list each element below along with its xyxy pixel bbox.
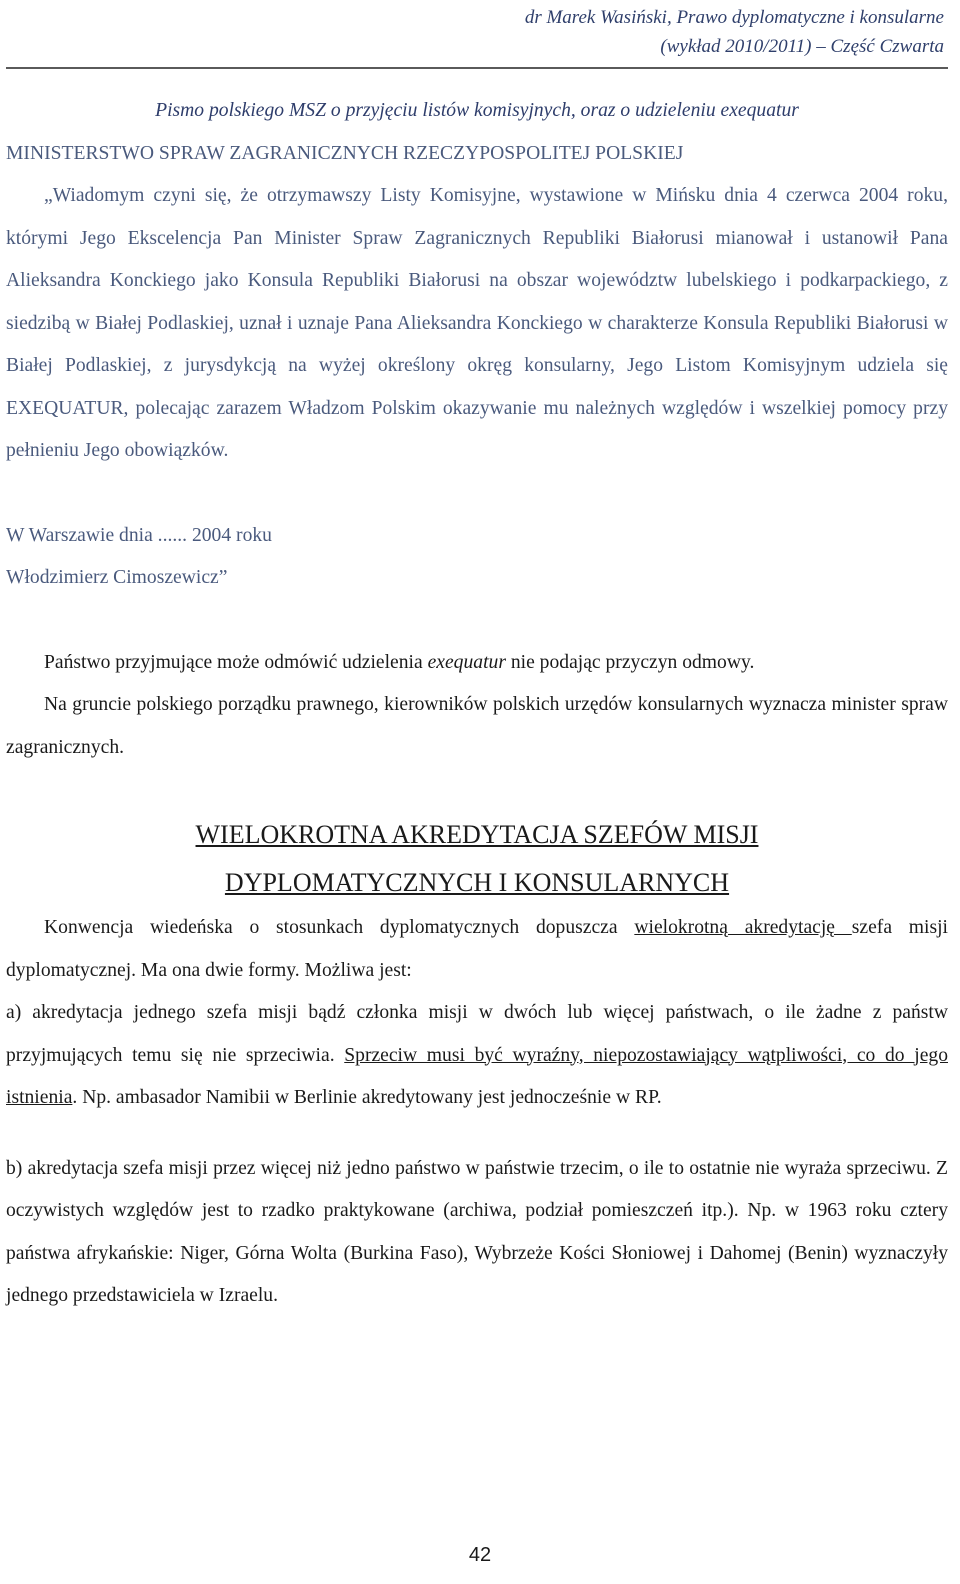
exequatur-text-b: nie podając przyczyn odmowy. [505,651,755,673]
exequatur-paragraph [6,642,948,685]
point-a-end: . Np. ambasador Namibii w Berlinie akredytowany jest jednocześnie w RP. [72,1087,662,1108]
page-number: 42 [468,1544,492,1566]
spacer [6,473,948,515]
spacer [6,600,948,642]
section-intro-underlined: wielokrotną akredytację [634,917,852,938]
point-a [6,992,948,1120]
page-header [244,3,944,61]
ministry-heading: MINISTERSTWO SPRAW ZAGRANICZNYCH RZECZYPOSPOLITEJ POLSKIEJ [6,142,684,164]
letter-place-date: W Warszawie dnia ...... 2004 roku [6,524,272,546]
document-body [6,90,948,1318]
letter-signature: Włodzimierz Cimoszewicz” [6,567,228,588]
consular-heads-paragraph: Na gruncie polskiego porządku prawnego, kierowników polskich urzędów konsularnych wyznacza minister spraw zagranicznych. [6,694,948,758]
section-title-line-2: DYPLOMATYCZNYCH I KONSULARNYCH [224,868,730,897]
section-title-line-1: WIELOKROTNA AKREDYTACJA SZEFÓW MISJI [195,820,759,849]
point-a-underlined: Sprzeciw musi być wyraźny, niepozostawiający wątpliwości, co do jego istnienia [6,1044,948,1108]
exequatur-term: exequatur [427,651,506,673]
header-line-1: dr Marek Wasiński, Prawo dyplomatyczne i konsularne [524,7,944,28]
header-line-2: (wykład 2010/2011) – Część Czwarta [660,36,944,57]
letter-title: Pismo polskiego MSZ o przyjęciu listów komisyjnych, oraz o udzieleniu exequatur [155,100,799,121]
spacer [6,769,948,811]
exequatur-text-a: Państwo przyjmujące może odmówić udzielenia [44,651,428,673]
letter-body: „Wiadomym czyni się, że otrzymawszy Listy Komisyjne, wystawione w Mińsku dnia 4 czerwca 2004 roku, którymi Jego Ekscelencja Pan Minister Spraw Zagranicznych Republiki Białorusi mianował i ustanowił Pana Alieksandra Konckiego jako Konsula Republiki Białorusi na obszar województw lubelskiego i podkarpackiego, z siedzibą w Białej Podlaskiej, uznał i uznaje Pana Alieksandra Konckiego w charakterze Konsula Republiki Białorusi w Białej Podlaskiej, z jurysdykcją na wyżej określony okręg konsularny, Jego Listom Komisyjnym udziela się EXEQUATUR, polecając zarazem Władzom Polskim okazywanie mu należnych względów i wszelkiej pomocy przy pełnieniu Jego obowiązków. [6,185,948,461]
point-b: b) akredytacja szefa misji przez więcej niż jedno państwo w państwie trzecim, o ile to ostatnie nie wyraża sprzeciwu. Z oczywistych względów jest to rzadko praktykowane (archiwa, podział pomieszczeń itp.). Np. w 1963 roku cztery państwa afrykańskie: Niger, Górna Wolta (Burkina Faso), Wybrzeże Kości Słoniowej i Dahomej (Benin) wyznaczyły jednego przedstawiciela w Izraelu. [6,1157,948,1306]
header-divider [6,67,948,69]
point-a-text: a) akredytacja jednego szefa misji bądź członka misji w dwóch lub więcej państwach, o ile żadne z państw przyjmujących temu się nie sprzeciwia. [6,1002,948,1066]
section-intro-b: szefa misji dyplomatycznej. Ma ona dwie formy. Możliwa jest: [6,917,948,981]
section-title [6,811,948,907]
section-intro [6,907,948,992]
spacer [6,1120,948,1148]
section-intro-a: Konwencja wiedeńska o stosunkach dyplomatycznych dopuszcza [44,917,635,938]
